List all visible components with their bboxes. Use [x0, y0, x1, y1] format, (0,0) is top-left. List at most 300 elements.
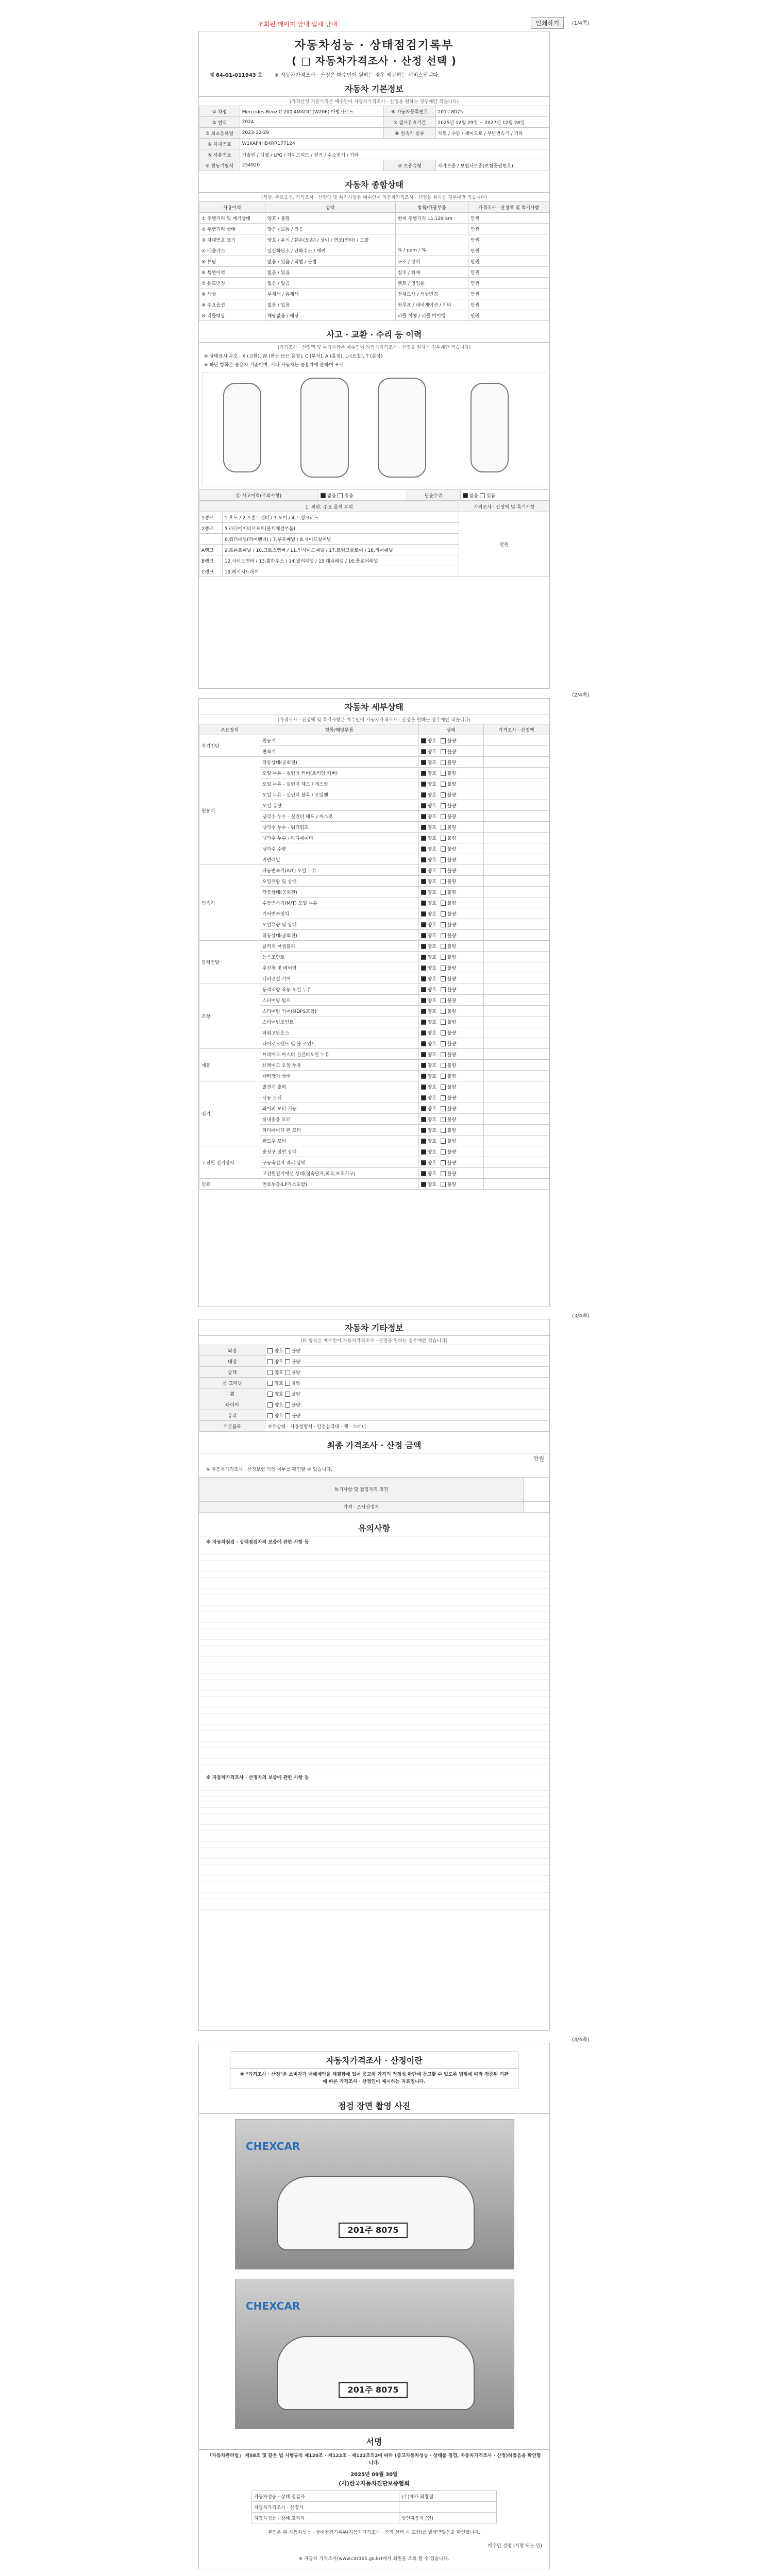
overall-row-label: ⑨ 주요옵션 [199, 299, 265, 310]
details-item: 스티어링 기어(MDPS포함) [260, 1006, 418, 1016]
details-state [418, 995, 483, 1006]
etc-row: 외장 [199, 1345, 265, 1356]
state-good: 양호 [427, 1095, 437, 1101]
price-explain-text: ※ "가격조사 · 산정"은 소비자가 매매계약을 체결함에 있어 중고차 가격의 적정성 판단에 참고할 수 있도록 법령에 따라 검증된 기관에 따른 가격조사 · 산정인이 제시하는 자료입니다. [240, 2072, 509, 2084]
overall-row-item: % / ppm / % [395, 245, 468, 256]
checkbox-icon [285, 1402, 290, 1408]
page-number: (2/4쪽) [572, 692, 590, 698]
details-state [418, 811, 483, 822]
state-good: 양호 [427, 1063, 437, 1069]
details-state [418, 865, 483, 876]
details-row [199, 1146, 549, 1157]
overall-row-price: 만원 [468, 256, 549, 267]
details-item: 고전원전기배선 상태(접속단자,피복,보호기구) [260, 1168, 418, 1179]
details-header-device: 주요장치 [199, 724, 260, 735]
details-row [199, 735, 549, 746]
checkbox-icon [285, 1392, 290, 1397]
details-item: 등속조인트 [260, 952, 418, 962]
etc-extra: 안전삼각대 [316, 1424, 340, 1430]
details-price [483, 897, 549, 908]
details-item: 연료누출(LP가스포함) [260, 1179, 418, 1190]
rank-label: C랭크 [199, 566, 223, 577]
checkbox-icon [267, 1381, 273, 1386]
checkbox-icon [441, 890, 446, 895]
etc-good: 양호 [274, 1413, 283, 1419]
details-price [483, 735, 549, 746]
details-item: 커먼레일 [260, 854, 418, 865]
details-price [483, 1060, 549, 1071]
checkbox-icon [421, 1030, 426, 1036]
final-opinion-value [523, 1477, 549, 1501]
etc-good: 양호 [274, 1359, 283, 1365]
checkbox-icon [267, 1348, 273, 1353]
overall-row-item [395, 234, 468, 245]
basic-info-table [199, 106, 549, 171]
details-state [418, 822, 483, 833]
details-price [483, 1016, 549, 1027]
checkbox-icon [421, 1128, 426, 1133]
signers-table [251, 2490, 497, 2523]
accident-history-label: ⑪ 사고이력(주의사항) [199, 490, 318, 501]
checkbox-icon [421, 1139, 426, 1144]
rear-photo [235, 2279, 514, 2429]
checkbox-icon [267, 1370, 273, 1375]
details-group: 변속기 [199, 865, 260, 941]
etc-row: 광택 [199, 1367, 265, 1378]
state-bad: 불량 [447, 1084, 457, 1090]
overall-row-state: 해당없음 / 해당 [265, 310, 395, 321]
rank-label: B랭크 [199, 555, 223, 566]
checkbox-icon [421, 879, 426, 884]
details-item: 파워고압호스 [260, 1027, 418, 1038]
state-bad: 불량 [447, 1149, 457, 1155]
checkbox-icon [441, 825, 446, 830]
overall-row-label: ③ 차대번호 표기 [199, 234, 265, 245]
checkbox-icon [441, 749, 446, 754]
details-price [483, 1168, 549, 1179]
details-price [483, 995, 549, 1006]
etc-good: 양호 [274, 1381, 283, 1386]
checkbox-icon [421, 911, 426, 917]
overall-row-item: 썬루프 / 네비게이션 / 기타 [395, 299, 468, 310]
etc-good: 양호 [274, 1370, 283, 1376]
state-bad: 불량 [447, 1182, 457, 1188]
etc-bad: 불량 [291, 1413, 301, 1419]
final-assessor-value [523, 1501, 549, 1512]
checkbox-icon [441, 1009, 446, 1014]
overall-row-item: 침수 / 화재 [395, 267, 468, 278]
details-item: 오일 누유 - 실린더 커버(로커암 커버) [260, 768, 418, 778]
state-bad: 불량 [447, 890, 457, 895]
details-state [418, 962, 483, 973]
checkbox-icon [441, 944, 446, 949]
checkbox-icon [421, 738, 426, 743]
checkbox-icon [441, 857, 446, 862]
label-fuel: ⑤ 사용연료 [199, 149, 240, 160]
overall-header-history: 사용이력 [199, 202, 265, 213]
page-number: (4/4쪽) [572, 2037, 590, 2043]
signer-name: (주)체카 의왕점 [399, 2491, 496, 2502]
state-bad: 불량 [447, 1030, 457, 1036]
details-item: 와이퍼 모터 기능 [260, 1103, 418, 1114]
basic-info-title: 자동차 기본정보 [199, 80, 549, 97]
accident-legend-2: ※ 하단 항목은 승용차 기준이며, 기타 자동차는 승용차에 준하여 표시 [204, 363, 344, 368]
details-state [418, 887, 483, 897]
checkbox-icon [421, 792, 426, 798]
state-good: 양호 [427, 760, 437, 766]
checkbox-icon [421, 922, 426, 927]
etc-good: 양호 [274, 1402, 283, 1408]
state-good: 양호 [427, 911, 437, 917]
etc-good: 양호 [274, 1392, 283, 1397]
checkbox-icon [421, 803, 426, 808]
state-bad: 불량 [447, 879, 457, 885]
brand-logo: CHEXCAR [246, 2300, 300, 2312]
car-name: Mercedes-Benz C 200 4MATIC (W206) 아방가르드 [240, 106, 383, 117]
details-state [418, 1103, 483, 1114]
checkbox-icon [421, 1052, 426, 1057]
details-item: 충전구 절연 상태 [260, 1146, 418, 1157]
notice-title: 유의사항 [199, 1520, 549, 1536]
vin: W1KAF4HB4RR177124 [240, 139, 549, 149]
page-1 [198, 31, 550, 689]
details-price [483, 1179, 549, 1190]
final-price-unit: 만원 [533, 1455, 544, 1462]
checkbox-icon [441, 879, 446, 884]
checkbox-icon [338, 493, 343, 498]
overall-row-label: ④ 배출가스 [199, 245, 265, 256]
page-number: (1/4쪽) [572, 21, 590, 26]
etc-row: 룸 크리닝 [199, 1378, 265, 1388]
checkbox-icon [421, 933, 426, 938]
details-group: 연료 [199, 1179, 260, 1190]
state-bad: 불량 [447, 749, 457, 755]
checkbox-icon [421, 1117, 426, 1122]
checkbox-icon [421, 1149, 426, 1155]
details-price [483, 854, 549, 865]
checkbox-icon [441, 1030, 446, 1036]
state-bad: 불량 [447, 825, 457, 831]
checkbox-icon [441, 1117, 446, 1122]
state-good: 양호 [427, 836, 437, 841]
etc-basic-items: 기본품목 [199, 1421, 265, 1432]
details-price [483, 1114, 549, 1125]
state-bad: 불량 [447, 846, 457, 852]
overall-row-price: 만원 [468, 234, 549, 245]
checkbox-icon [267, 1413, 273, 1418]
label-plate: ⑥ 자동차등록번호 [384, 106, 435, 117]
checkbox-icon [285, 1370, 290, 1375]
car-diagram [202, 372, 546, 486]
state-bad: 불량 [447, 1052, 457, 1058]
details-price [483, 941, 549, 952]
details-state [418, 1114, 483, 1125]
details-price [483, 1125, 549, 1136]
details-group: 원동기 [199, 757, 260, 865]
overall-row-item: 리콜 이행 / 리콜 미이행 [395, 310, 468, 321]
details-item: 오일유량 및 상태 [260, 919, 418, 930]
checkbox-icon [441, 814, 446, 819]
etc-bad: 불량 [291, 1370, 301, 1376]
print-button[interactable]: 인쇄하기 [531, 17, 564, 29]
checkbox-icon [441, 1106, 446, 1111]
details-item: 냉각수 수량 [260, 843, 418, 854]
checkbox-icon [285, 1381, 290, 1386]
rank-label: A랭크 [199, 545, 223, 555]
checkbox-icon [421, 760, 426, 765]
state-bad: 불량 [447, 1095, 457, 1101]
details-row [199, 757, 549, 768]
state-bad: 불량 [447, 836, 457, 841]
checkbox-icon [421, 987, 426, 992]
state-bad: 불량 [447, 1128, 457, 1133]
state-bad: 불량 [447, 857, 457, 863]
checkbox-icon [421, 1020, 426, 1025]
checkbox-icon [441, 846, 446, 852]
overall-row-state: 양호 / 불량 [265, 213, 395, 224]
label-engine: ⑨ 원동기형식 [199, 160, 240, 171]
state-bad: 불량 [447, 792, 457, 798]
overall-row-price: 만원 [468, 289, 549, 299]
rank-items: 9.프론트패널 / 10.크로스멤버 / 11.인사이드패널 / 17.트렁크플로어 / 18.리어패널 [222, 545, 459, 555]
details-price [483, 865, 549, 876]
details-group: 조향 [199, 984, 260, 1049]
details-price [483, 887, 549, 897]
checkbox-icon [463, 493, 468, 498]
overall-table [199, 201, 549, 321]
state-bad: 불량 [447, 1171, 457, 1177]
checkbox-icon [421, 1084, 426, 1090]
overall-row-item: 렌트 / 영업용 [395, 278, 468, 289]
overall-row-price: 만원 [468, 299, 549, 310]
checkbox-icon [441, 1020, 446, 1025]
accident-title: 사고 · 교환 · 수리 등 이력 [199, 326, 549, 343]
state-bad: 불량 [447, 987, 457, 993]
checkbox-icon [480, 493, 485, 498]
overall-row-label: ⑧ 색상 [199, 289, 265, 299]
label-year: ② 연식 [199, 117, 240, 128]
checkbox-icon [441, 1160, 446, 1165]
final-price-title: 최종 가격조사 · 산정 금액 [199, 1437, 549, 1453]
etc-extra: 잭 [343, 1424, 348, 1430]
signer-name [399, 2502, 496, 2513]
checkbox-icon [441, 836, 446, 841]
details-state [418, 1092, 483, 1103]
details-group: 전기 [199, 1081, 260, 1146]
page-2 [198, 698, 550, 1307]
checkbox-icon [421, 1041, 426, 1046]
state-bad: 불량 [447, 944, 457, 950]
details-state [418, 746, 483, 757]
state-good: 양호 [427, 922, 437, 928]
details-item: 브레이크 마스터 실린더오일 누유 [260, 1049, 418, 1060]
accident-price: 만원 [459, 512, 549, 577]
notice-para1-title: ※ 자동차점검 · 상태점검자의 보증에 관한 사항 등 [206, 1539, 309, 1545]
signature-footer: ※ 자동차 가격조사(www.car365.go.kr)에서 회원을 조회 할 수 있습니다. [298, 2556, 450, 2562]
details-item: 스티어링 펌프 [260, 995, 418, 1006]
checkbox-icon [441, 1171, 446, 1176]
notice-para1-body [199, 1549, 549, 1772]
checkbox-icon [421, 868, 426, 873]
details-price [483, 919, 549, 930]
state-bad: 불량 [447, 803, 457, 809]
details-item: 수동변속기(M/T) 오일 누유 [260, 897, 418, 908]
state-good: 양호 [427, 1128, 437, 1133]
engine-type: 254920 [240, 160, 383, 171]
state-good: 양호 [427, 1106, 437, 1112]
checkbox-icon [285, 1348, 290, 1353]
state-bad: 불량 [447, 782, 457, 787]
etc-row: 타이어 [199, 1399, 265, 1410]
details-price [483, 952, 549, 962]
accident-yes: 있음 [344, 493, 354, 499]
overall-row-price: 만원 [468, 245, 549, 256]
details-group: 자기진단 [199, 735, 260, 757]
details-price [483, 811, 549, 822]
checkbox-icon [441, 933, 446, 938]
details-state [418, 1071, 483, 1081]
details-item: 실내송풍 모터 [260, 1114, 418, 1125]
checkbox-icon [421, 890, 426, 895]
details-price [483, 1027, 549, 1038]
etc-extra: 보유상태 [267, 1424, 286, 1430]
state-good: 양호 [427, 965, 437, 971]
state-good: 양호 [427, 825, 437, 831]
doc-no-label: 제 [209, 73, 214, 78]
details-row [199, 865, 549, 876]
details-state [418, 1081, 483, 1092]
details-item: 작동상태(공회전) [260, 757, 418, 768]
state-good: 양호 [427, 955, 437, 960]
details-item: 라디에이터 팬 모터 [260, 1125, 418, 1136]
notice-para2-title: ※ 자동차가격조사 · 산정자의 보증에 관한 사항 등 [206, 1775, 309, 1781]
state-good: 양호 [427, 1052, 437, 1058]
state-bad: 불량 [447, 1106, 457, 1112]
overall-row-item: 구조 / 장치 [395, 256, 468, 267]
details-row [199, 1179, 549, 1190]
checkbox-icon [441, 955, 446, 960]
details-state [418, 908, 483, 919]
details-item: 오일유량 및 상태 [260, 876, 418, 887]
warranty: 자가보증 / 보험사보증(보험증권번호) [435, 160, 549, 171]
overall-row-price: 만원 [468, 224, 549, 234]
checkbox-icon [267, 1402, 273, 1408]
details-price [483, 843, 549, 854]
checkbox-icon [441, 987, 446, 992]
checkbox-icon [441, 782, 446, 787]
state-good: 양호 [427, 738, 437, 744]
etc-bad: 불량 [291, 1402, 301, 1408]
signature-bottom-2: 매수인 성명 (서명 또는 인) [488, 2543, 542, 2549]
checkbox-icon [441, 998, 446, 1003]
details-item: 오일 누유 - 실린더 헤드 / 개스킷 [260, 778, 418, 789]
state-bad: 불량 [447, 965, 457, 971]
details-item: 기어변속장치 [260, 908, 418, 919]
inspection-period: 2025년 12월 29일 ~ 2027년 12월 28일 [435, 117, 549, 128]
label-transmission: ⑧ 변속기 종류 [384, 128, 435, 139]
document-title: 자동차성능 · 상태점검기록부 [294, 39, 454, 52]
details-state [418, 1125, 483, 1136]
checkbox-icon [421, 771, 426, 776]
final-price-note: ※ 자동차가격조사 · 산정보험 가입 여부를 확인할 수 있습니다. [206, 1467, 332, 1472]
etc-note: (타 항목은 매수인이 자동차가격조사 · 산정을 원하는 경우에만 적습니다) [300, 1338, 448, 1344]
details-price [483, 757, 549, 768]
details-item: 오일 유량 [260, 800, 418, 811]
checkbox-icon [267, 1359, 273, 1364]
rank-items: 19.패키지트레이 [222, 566, 459, 577]
simple-repair-label: 단순수리 [407, 490, 461, 501]
car-frame-view-icon [378, 378, 426, 478]
checkbox-icon [441, 1149, 446, 1155]
state-good: 양호 [427, 890, 437, 895]
rank-label: 1랭크 [199, 512, 223, 523]
accident-note: (가격조사 · 산정액 및 특기사항은 매수인이 자동차가격조사 · 산정을 원하는 경우에만 적습니다) [277, 345, 471, 350]
details-item: 냉각수 누수 - 워터펌프 [260, 822, 418, 833]
state-good: 양호 [427, 1171, 437, 1177]
details-price [483, 822, 549, 833]
signer-name: 성연자동차 (인) [399, 2513, 496, 2523]
details-header-item: 항목/해당부품 [260, 724, 418, 735]
checkbox-icon [441, 976, 446, 981]
signature-law-text: 「자동차관리법」 제58조 및 같은 법 시행규칙 제120조 · 제122조 · 제122조의2에 따라 (중고자동차성능 · 상태를 점검, 자동차가격조사 · 산정)하였음을 확인합니다. [207, 2453, 541, 2466]
state-bad: 불량 [447, 1160, 457, 1166]
checkbox-icon [421, 814, 426, 819]
details-price [483, 1071, 549, 1081]
state-bad: 불량 [447, 911, 457, 917]
details-price [483, 789, 549, 800]
checkbox-icon [441, 911, 446, 917]
details-price [483, 746, 549, 757]
checkbox-icon [421, 1063, 426, 1068]
doc-no: 64-01-011943 [215, 73, 256, 78]
checkbox-icon [441, 771, 446, 776]
details-state [418, 1038, 483, 1049]
accident-detail-table [199, 501, 549, 577]
price-explain-title: 자동차가격조사 · 산정이란 [230, 2052, 518, 2069]
accident-no: 없음 [327, 493, 337, 499]
state-good: 양호 [427, 803, 437, 809]
details-item: 오일 누유 - 실린더 블록 / 오일팬 [260, 789, 418, 800]
details-state [418, 1060, 483, 1071]
overall-row-label: ① 주행거리 및 계기상태 [199, 213, 265, 224]
checkbox-icon [421, 1160, 426, 1165]
checkbox-icon [321, 493, 326, 498]
overall-row-price: 만원 [468, 310, 549, 321]
simple-yes: 있음 [486, 493, 496, 499]
details-state [418, 1179, 483, 1190]
details-state [418, 1146, 483, 1157]
checkbox-icon [441, 1084, 446, 1090]
overall-header-price: 가격조사 · 산정액 및 특기사항 [468, 202, 549, 213]
fuel: 가솔린 / 디젤 / LPG / 하이브리드 / 전기 / 수소전기 / 기타 [240, 149, 549, 160]
details-price [483, 930, 549, 941]
details-row [199, 1081, 549, 1092]
state-good: 양호 [427, 1182, 437, 1188]
details-item: 윈도우 모터 [260, 1136, 418, 1146]
details-price [483, 1038, 549, 1049]
checkbox-icon [441, 1052, 446, 1057]
checkbox-icon [441, 1128, 446, 1133]
details-item: 배력장치 상태 [260, 1071, 418, 1081]
signer-role: 자동차가격조사 · 산정자 [252, 2502, 399, 2513]
checkbox-icon [421, 1074, 426, 1079]
accident-legend: ※ 상태표시 부호 : X (교환), W (판금 또는 용접), C (부식), A (흠집), U (요철), T (손상) [204, 354, 383, 359]
overall-row-price: 만원 [468, 267, 549, 278]
overall-header-state: 상태 [265, 202, 395, 213]
signature-bottom-1: 본인은 위 자동차성능 · 상태점검기록부(자동차가격조사 · 산정 선택 시 포함)를 발급받았음을 확인합니다. [267, 2530, 481, 2535]
checkbox-icon [421, 1009, 426, 1014]
details-note: (가격조사 · 산정액 및 특기사항은 매수인이 자동차가격조사 · 산정을 원하는 경우에만 적습니다) [277, 718, 471, 723]
